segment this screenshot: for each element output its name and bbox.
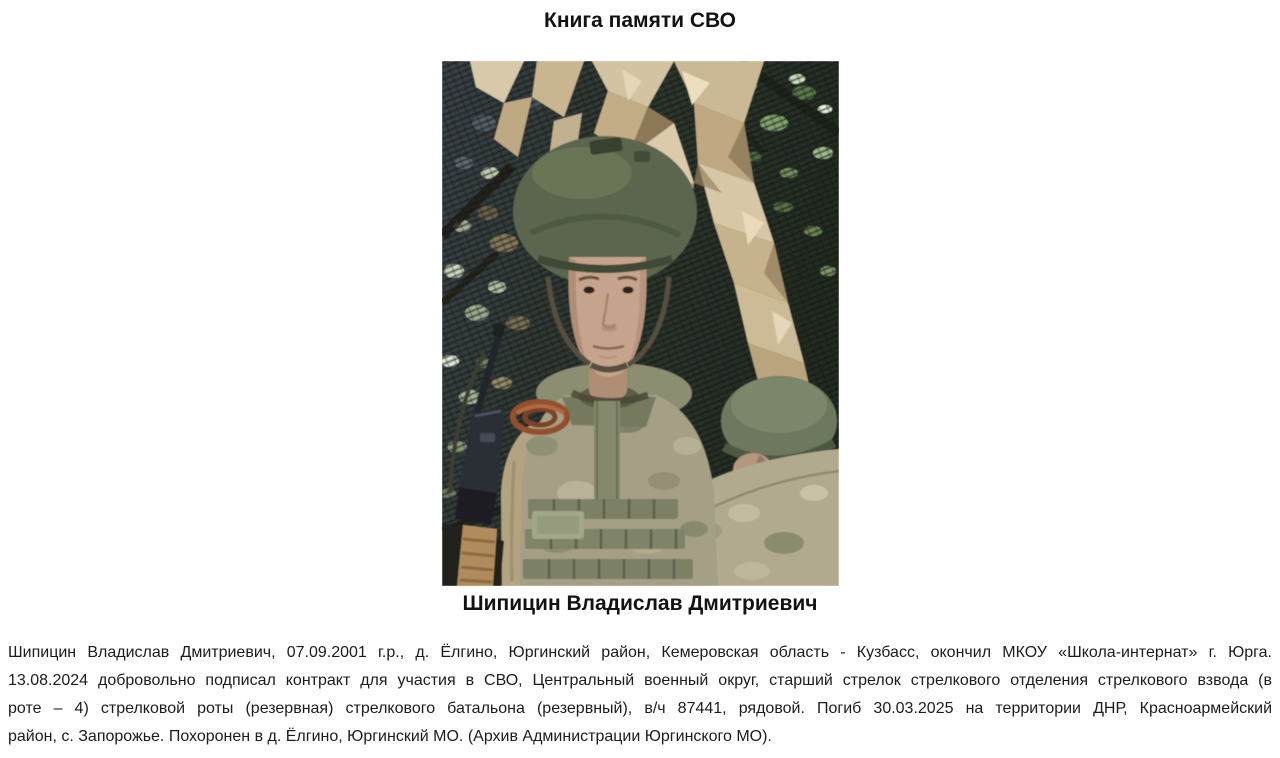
soldier-portrait-illustration (442, 61, 839, 586)
biography-line: роте – 4) стрелковой роты (резервная) стрелкового батальона (резервный), в/ч 87441, рядовой. Погиб 30.03.2025 на территории ДНР, Красноармейский (8, 700, 1272, 717)
biography-line: 13.08.2024 добровольно подписал контракт для участия в СВО, Центральный военный округ, старший стрелок стрелкового отделения стрелкового взвода (в (8, 672, 1272, 689)
biography-text (8, 639, 1272, 751)
biography-line: район, с. Запорожье. Похоронен в д. Ёлгино, Юргинский МО. (Архив Администрации Юргинского МО). (8, 728, 772, 745)
soldier-name: Шипицин Владислав Дмитриевич (462, 592, 818, 615)
page-title: Книга памяти СВО (544, 9, 736, 32)
biography-line: Шипицин Владислав Дмитриевич, 07.09.2001 г.р., д. Ёлгино, Юргинский район, Кемеровская область - Кузбасс, окончил МКОУ «Школа-интернат» г. Юрга. (8, 644, 1272, 661)
photo-container (0, 61, 1280, 586)
memorial-photo (442, 61, 839, 586)
